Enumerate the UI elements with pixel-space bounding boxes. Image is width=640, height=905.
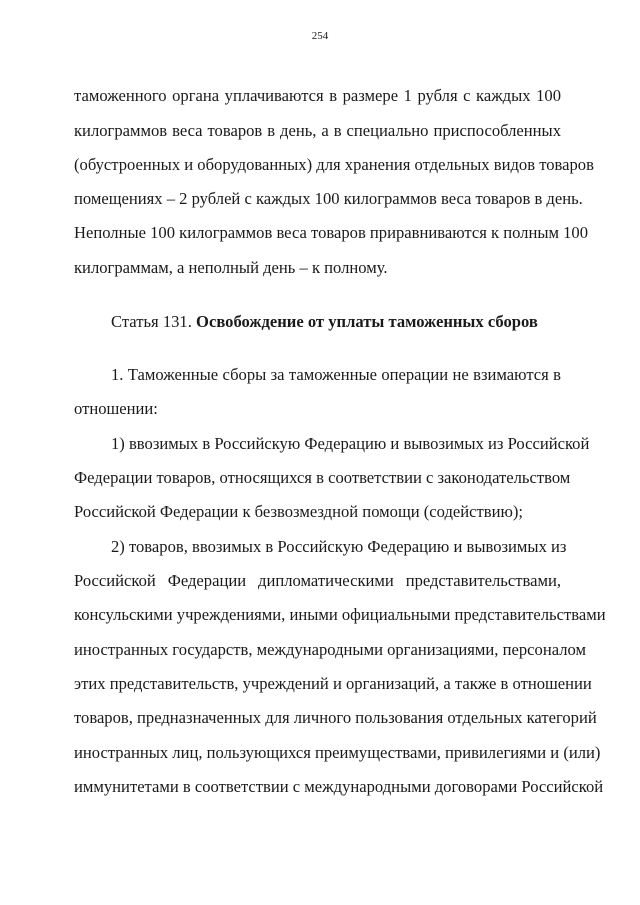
text-line: Российской Федерации к безвозмездной помощи (содействию);: [74, 502, 524, 521]
article-title: Освобождение от уплаты таможенных сборов: [196, 312, 538, 331]
text-line: отношении:: [74, 399, 158, 418]
text-line: (обустроенных и оборудованных) для хранения отдельных видов товаров: [74, 155, 594, 174]
text-line: 1) ввозимых в Российскую Федерацию и вывозимых из Российской: [111, 434, 590, 453]
text-line: 2) товаров, ввозимых в Российскую Федерацию и вывозимых из: [111, 537, 567, 556]
text-line: 1. Таможенные сборы за таможенные операции не взимаются в: [111, 365, 561, 384]
text-line: этих представительств, учреждений и организаций, а также в отношении: [74, 674, 592, 693]
text-line: товаров, предназначенных для личного пользования отдельных категорий: [74, 708, 597, 727]
page-number: 254: [311, 30, 329, 42]
text-line: помещениях – 2 рублей с каждых 100 килограммов веса товаров в день.: [74, 189, 583, 208]
text-line: консульскими учреждениями, иными официальными представительствами: [74, 605, 606, 624]
article-heading: [111, 312, 561, 332]
text-line: иностранных лиц, пользующихся преимуществами, привилегиями и (или): [74, 743, 601, 762]
text-line: Российской Федерации дипломатическими представительствами,: [74, 571, 561, 590]
article-number: Статья 131.: [111, 312, 192, 331]
text-line: Федерации товаров, относящихся в соответствии с законодательством: [74, 468, 571, 487]
text-line: Неполные 100 килограммов веса товаров приравниваются к полным 100: [74, 223, 589, 242]
text-line: иностранных государств, международными организациями, персоналом: [74, 640, 586, 659]
text-line: иммунитетами в соответствии с международными договорами Российской: [74, 777, 604, 796]
text-line: килограммам, а неполный день – к полному.: [74, 258, 388, 277]
text-line: килограммов веса товаров в день, а в специально приспособленных: [74, 121, 561, 140]
text-line: таможенного органа уплачиваются в размере 1 рубля с каждых 100: [74, 86, 561, 105]
